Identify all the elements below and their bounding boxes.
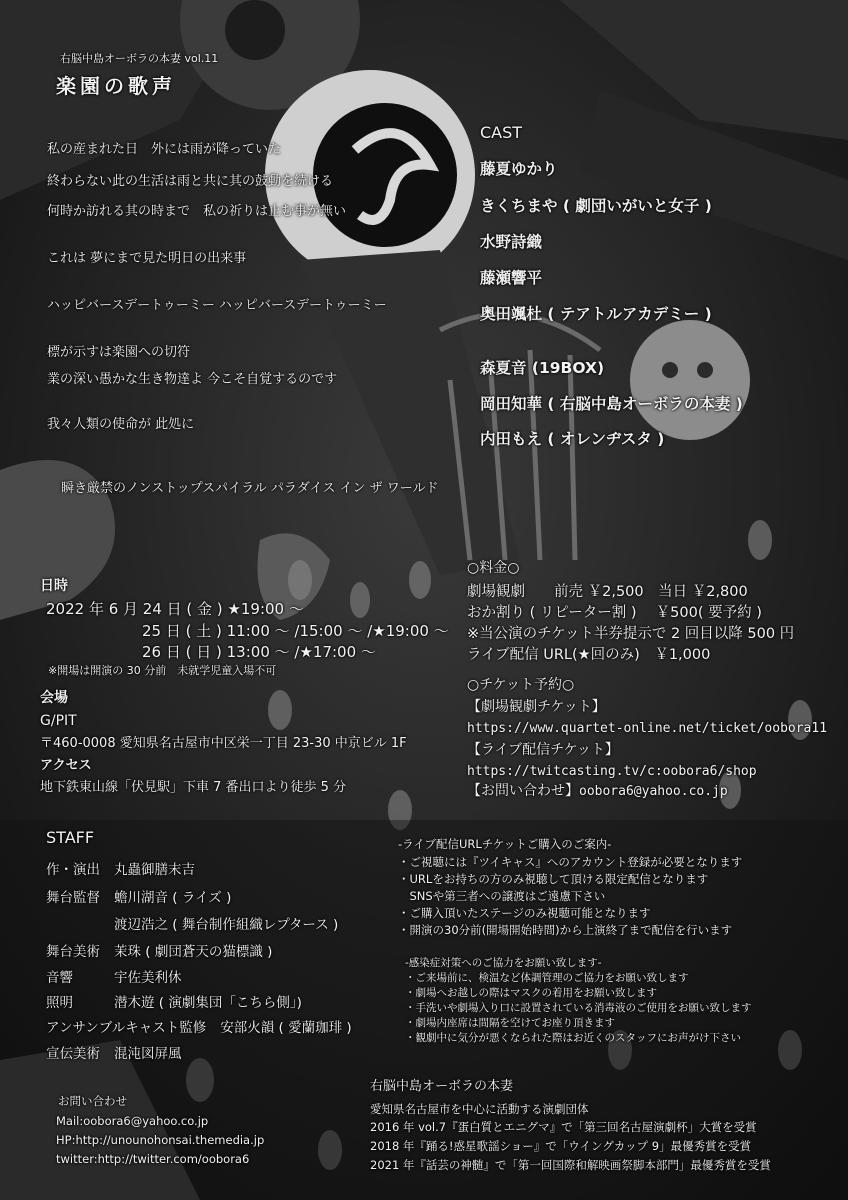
access-info: 地下鉄東山線「伏見駅」下車 7 番出口より徒歩 5 分: [40, 780, 347, 795]
poem-line: 私の産まれた日 外には雨が降っていた: [47, 142, 282, 157]
live-notice-heading: -ライブ配信URLチケットご購入のご案内-: [398, 837, 612, 851]
staff-name: 宇佐美利休: [114, 970, 182, 986]
contact-hp[interactable]: HP:http://unounohonsai.themedia.jp: [56, 1133, 265, 1147]
company-line: 2016 年 vol.7『蛋白質とエニグマ』で「第三回名古屋演劇杯」大賞を受賞: [370, 1120, 757, 1134]
theater-ticket-label: 【劇場観劇チケット】: [467, 699, 606, 715]
staff-name: 丸蟲御膳末吉: [114, 862, 195, 878]
poem-line: 業の深い愚かな生き物達よ 今こそ自覚するのです: [47, 372, 338, 387]
schedule-line: 25 日 ( 土 ) 11:00 ～ /15:00 ～ /★19:00 ～: [142, 622, 449, 640]
staff-name: 渡辺浩之 ( 舞台制作組織レプタース ): [114, 917, 339, 933]
access-label: アクセス: [40, 758, 92, 773]
staff-name: 蟾川湖音 ( ライズ ): [114, 890, 232, 906]
cast-member: 藤瀬響平: [480, 269, 543, 287]
pricing-line: ライブ配信 URL(★回のみ) ￥1,000: [467, 647, 711, 663]
company-line: 2021 年『話芸の神髄』で「第一回国際和解映画祭脚本部門」最優秀賞を受賞: [370, 1158, 771, 1172]
schedule-line: 2022 年 6 月 24 日 ( 金 ) ★19:00 ～: [46, 600, 304, 618]
contact-mail[interactable]: Mail:oobora6@yahoo.co.jp: [56, 1114, 209, 1128]
venue-name: G/PIT: [40, 713, 77, 729]
staff-row: [46, 940, 272, 960]
contact-inline-label: 【お問い合わせ】: [467, 783, 579, 799]
poem-line: 我々人類の使命が 此処に: [47, 417, 195, 432]
staff-name: 混沌図屏風: [114, 1046, 182, 1062]
schedule-label: 日時: [40, 578, 68, 594]
cast-member: 水野詩織: [480, 233, 543, 251]
poem-line: 標が示すは楽園への切符: [47, 345, 191, 360]
cast-heading: CAST: [480, 123, 523, 142]
schedule-note: ※開場は開演の 30 分前 未就学児童入場不可: [48, 664, 277, 677]
page-title: 楽園の歌声: [56, 74, 176, 98]
series-label: 右脳中島オーボラの本妻 vol.11: [60, 52, 219, 65]
staff-role: 作・演出: [46, 862, 100, 878]
covid-notice-line: ・観劇中に気分が悪くなられた際はお近くのスタッフにお声がけ下さい: [405, 1032, 741, 1044]
staff-row: [46, 886, 231, 906]
live-ticket-link[interactable]: https://twitcasting.tv/c:oobora6/shop: [467, 764, 757, 779]
poem-line: これは 夢にまで見た明日の出来事: [47, 251, 247, 266]
poem-line: 瞬き厳禁のノンストップスパイラル パラダイス イン ザ ワールド: [61, 481, 439, 496]
live-notice-line: ・ご購入頂いたステージのみ視聴可能となります: [398, 906, 651, 920]
staff-role: 舞台美術: [46, 944, 100, 960]
pricing-line: 劇場観劇 前売 ￥2,500 当日 ￥2,800: [467, 584, 748, 600]
cast-member: きくちまや ( 劇団いがいと女子 ): [480, 197, 712, 215]
staff-name: 茉珠 ( 劇団蒼天の猫標識 ): [114, 944, 273, 960]
poem-line: ハッピバースデートゥーミー ハッピバースデートゥーミー: [47, 298, 387, 313]
staff-role: アンサンブルキャスト監修: [46, 1020, 207, 1036]
staff-role: 宣伝美術: [46, 1046, 100, 1062]
staff-row: [46, 1042, 182, 1062]
tickets-heading: ○チケット予約○: [467, 677, 575, 693]
staff-row: [46, 991, 302, 1011]
staff-heading: STAFF: [46, 828, 95, 847]
covid-notice-line: ・劇場へお越しの際はマスクの着用をお願い致します: [405, 987, 657, 999]
live-notice-line: ・ご視聴には『ツイキャス』へのアカウント登録が必要となります: [398, 855, 743, 869]
company-line: 2018 年『踊る!惑星歌謡ショー』で「ウイングカップ 9」最優秀賞を受賞: [370, 1139, 752, 1153]
staff-row: [46, 1016, 352, 1036]
staff-name: 安部火韻 ( 愛蘭珈琲 ): [220, 1020, 352, 1036]
staff-role: 音響: [46, 970, 73, 986]
covid-notice-heading: -感染症対策へのご協力をお願い致します-: [405, 957, 602, 969]
staff-role: 照明: [46, 995, 73, 1011]
schedule-line: 26 日 ( 日 ) 13:00 ～ /★17:00 ～: [142, 643, 376, 661]
pricing-heading: ○料金○: [467, 560, 520, 576]
live-notice-line: ・開演の30分前(開場開始時間)から上演終了まで配信を行います: [398, 923, 733, 937]
staff-row: [46, 858, 195, 878]
cast-member: 森夏音 (19BOX): [480, 359, 605, 377]
poem-line: 何時か訪れる其の時まで 私の祈りは止む事が無い: [47, 204, 347, 219]
poem-line: 終わらない此の生活は雨と共に其の鼓動を続ける: [47, 174, 334, 189]
cast-member: 奥田颯杜 ( テアトルアカデミー ): [480, 305, 712, 323]
cast-member: 藤夏ゆかり: [480, 160, 558, 178]
covid-notice-line: ・ご来場前に、検温など体調管理のご協力をお願い致します: [405, 972, 689, 984]
live-ticket-label: 【ライブ配信チケット】: [467, 742, 619, 758]
contact-heading: お問い合わせ: [58, 1094, 127, 1108]
company-name: 右脳中島オーボラの本妻: [370, 1079, 514, 1094]
pricing-line: おか割り ( リピーター割 ) ￥500( 要予約 ): [467, 605, 762, 621]
staff-row: [46, 966, 182, 986]
venue-address: 〒460-0008 愛知県名古屋市中区栄一丁目 23-30 中京ビル 1F: [40, 736, 407, 751]
cast-member: 岡田知華 ( 右脳中島オーボラの本妻 ): [480, 395, 743, 413]
company-line: 愛知県名古屋市を中心に活動する演劇団体: [370, 1102, 589, 1116]
live-notice-line: SNSや第三者への譲渡はご遠慮下さい: [398, 889, 606, 903]
pricing-line: ※当公演のチケット半券提示で 2 回目以降 500 円: [467, 626, 795, 642]
covid-notice-line: ・手洗いや劇場入り口に設置されている消毒液のご使用をお願い致します: [405, 1002, 752, 1014]
live-notice-line: ・URLをお持ちの方のみ視聴して頂ける限定配信となります: [398, 872, 709, 886]
staff-name: 潜木遊 ( 演劇集団「こちら側」): [114, 995, 302, 1011]
contact-inline: [467, 783, 728, 801]
cast-member: 内田もえ ( オレンヂスタ ): [480, 430, 665, 448]
contact-twitter[interactable]: twitter:http://twitter.com/oobora6: [56, 1152, 250, 1166]
contact-inline-email[interactable]: oobora6@yahoo.co.jp: [579, 784, 728, 799]
staff-role: 舞台監督: [46, 890, 100, 906]
venue-label: 会場: [40, 690, 68, 706]
staff-row: [46, 913, 338, 933]
theater-ticket-link[interactable]: https://www.quartet-online.net/ticket/oobora11: [467, 721, 828, 736]
covid-notice-line: ・劇場内座席は間隔を空けてお座り頂きます: [405, 1017, 615, 1029]
